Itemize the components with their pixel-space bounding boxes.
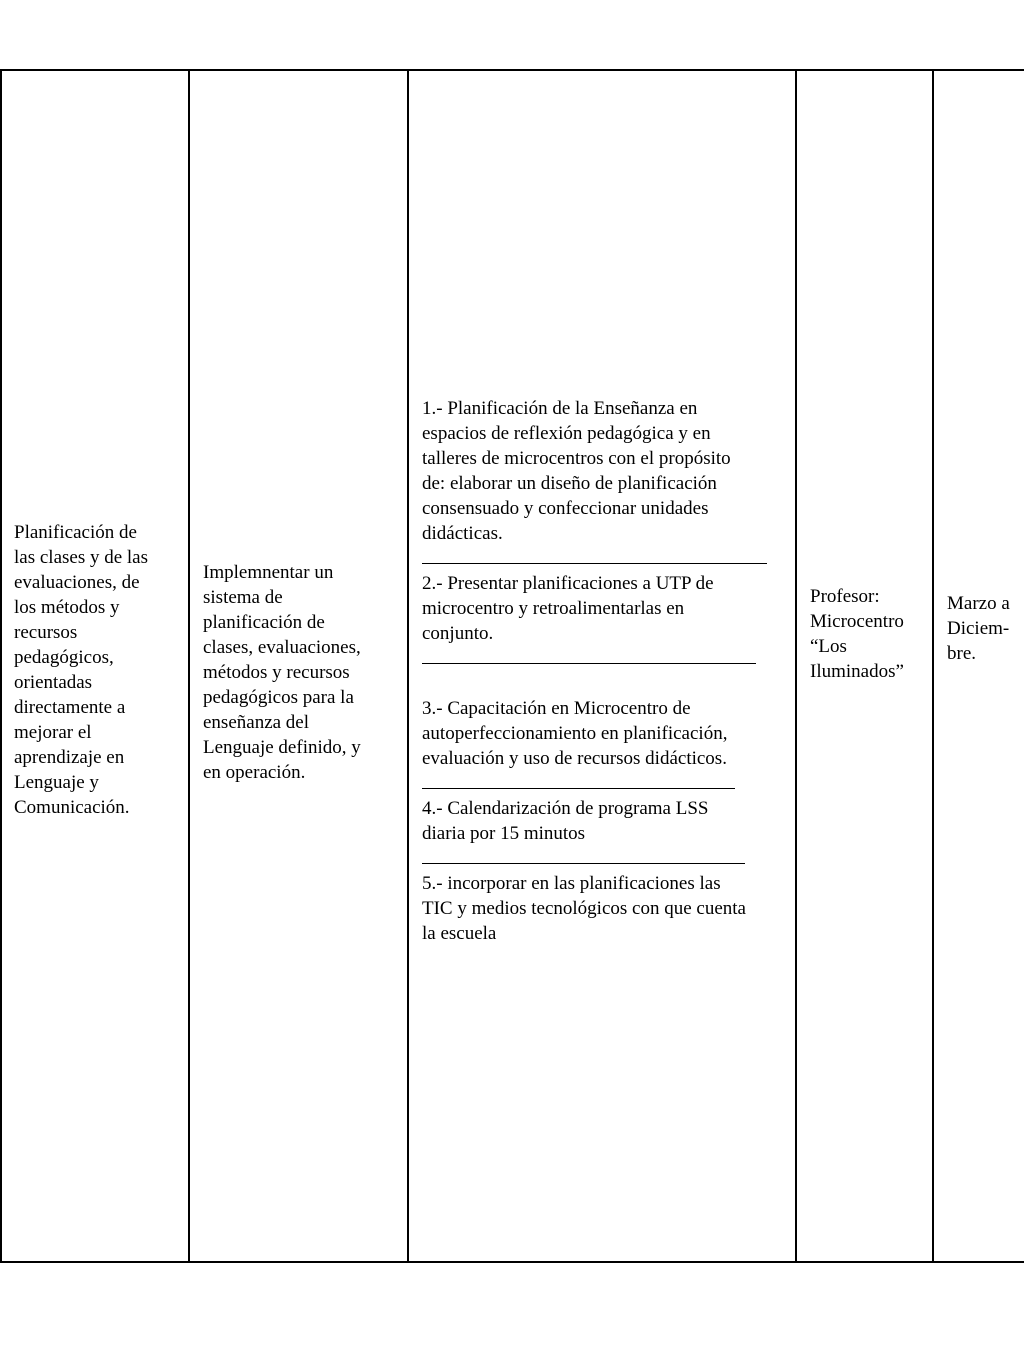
goal-cell bbox=[203, 71, 405, 1261]
separator-line bbox=[422, 546, 746, 571]
responsible-cell bbox=[810, 71, 930, 1261]
activity-4: 4.- Calendarización de programa LSS diaria por 15 minutos bbox=[422, 798, 709, 844]
column-divider-2 bbox=[407, 71, 409, 1261]
column-divider-3 bbox=[795, 71, 797, 1261]
activities-cell bbox=[422, 71, 792, 1261]
planning-table bbox=[0, 69, 1024, 1263]
objective-cell bbox=[14, 71, 186, 1261]
separator-line bbox=[422, 771, 746, 796]
column-divider-1 bbox=[188, 71, 190, 1261]
separator-line bbox=[422, 846, 746, 871]
period-cell bbox=[947, 71, 1022, 1261]
table-border-left bbox=[0, 71, 2, 1261]
activity-5: 5.- incorporar en las planificaciones las TIC y medios tecnológicos con que cuenta la escuela bbox=[422, 873, 746, 944]
period-text: Marzo a Diciem- bre. bbox=[947, 592, 1010, 664]
activity-2: 2.- Presentar planificaciones a UTP de microcentro y retroalimentarlas en conjunto. bbox=[422, 573, 714, 644]
activity-3: 3.- Capacitación en Microcentro de autoperfeccionamiento en planificación, evaluación y uso de recursos didácticos. bbox=[422, 698, 728, 769]
goal-text: Implemnentar un sistema de planificación de clases, evaluaciones, métodos y recursos pedagógicos para la enseñanza del Lenguaje definido, y en operación. bbox=[203, 561, 361, 783]
activity-1: 1.- Planificación de la Enseñanza en espacios de reflexión pedagógica y en talleres de microcentros con el propósito de: elaborar un diseño de planificación consensuado y confeccionar unidades didácticas. bbox=[422, 398, 731, 544]
responsible-text: Profesor: Microcentro “Los Iluminados” bbox=[810, 586, 904, 682]
activities-list bbox=[422, 396, 746, 946]
objective-text: Planificación de las clases y de las evaluaciones, de los métodos y recursos pedagógicos, orientadas directamente a mejorar el aprendizaje en Lenguaje y Comunicación. bbox=[14, 522, 149, 818]
column-divider-4 bbox=[932, 71, 934, 1261]
separator-line bbox=[422, 646, 746, 671]
